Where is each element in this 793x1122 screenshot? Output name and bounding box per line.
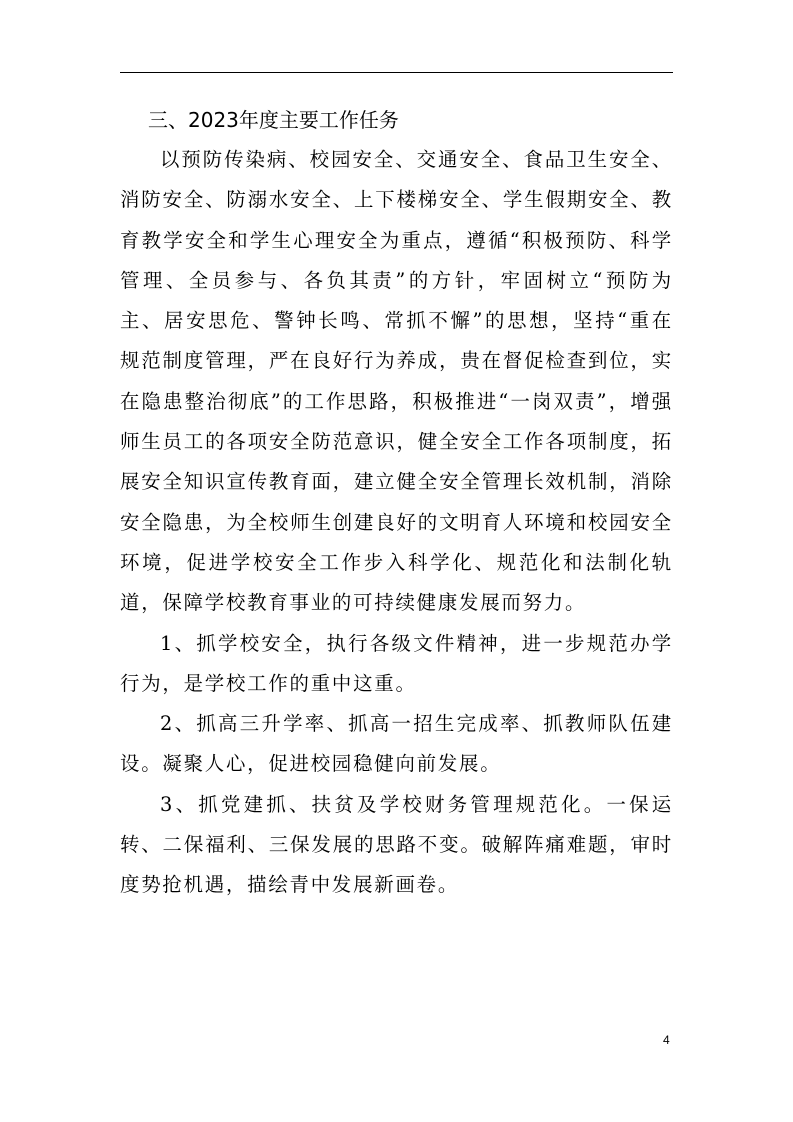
paragraph-intro: 以预防传染病、校园安全、交通安全、食品卫生安全、消防安全、防溺水安全、上下楼梯安全、学生假期安全、教育教学安全和学生心理安全为重点，遵循“积极预防、科学管理、全员参与、各负其责”的方针，牢固树立“预防为主、居安思危、警钟长鸣、常抓不懈”的思想，坚持“重在规范制度管理，严在良好行为养成，贵在督促检查到位，实在隐患整治彻底”的工作思路，积极推进“一岗双责”，增强师生员工的各项安全防范意识，健全安全工作各项制度，拓展安全知识宣传教育面，建立健全安全管理长效机制，消除安全隐患，为全校师生创建良好的文明育人环境和校园安全环境，促进学校安全工作步入科学化、规范化和法制化轨道，保障学校教育事业的可持续健康发展而努力。 (120, 148, 673, 615)
header-rule (120, 72, 673, 73)
section-heading: 三、2023年度主要工作任务 (148, 108, 399, 132)
page-number: 4 (663, 1033, 670, 1047)
paragraph-task-3: 3、抓党建抓、扶贫及学校财务管理规范化。一保运转、二保福利、三保发展的思路不变。破解阵痛难题，审时度势抢机遇，描绘青中发展新画卷。 (120, 792, 673, 897)
paragraph-task-2: 2、抓高三升学率、抓高一招生完成率、抓教师队伍建设。凝聚人心，促进校园稳健向前发展。 (120, 712, 673, 776)
paragraph-task-1: 1、抓学校安全，执行各级文件精神，进一步规范办学行为，是学校工作的重中这重。 (120, 631, 673, 695)
document-body (120, 100, 673, 906)
